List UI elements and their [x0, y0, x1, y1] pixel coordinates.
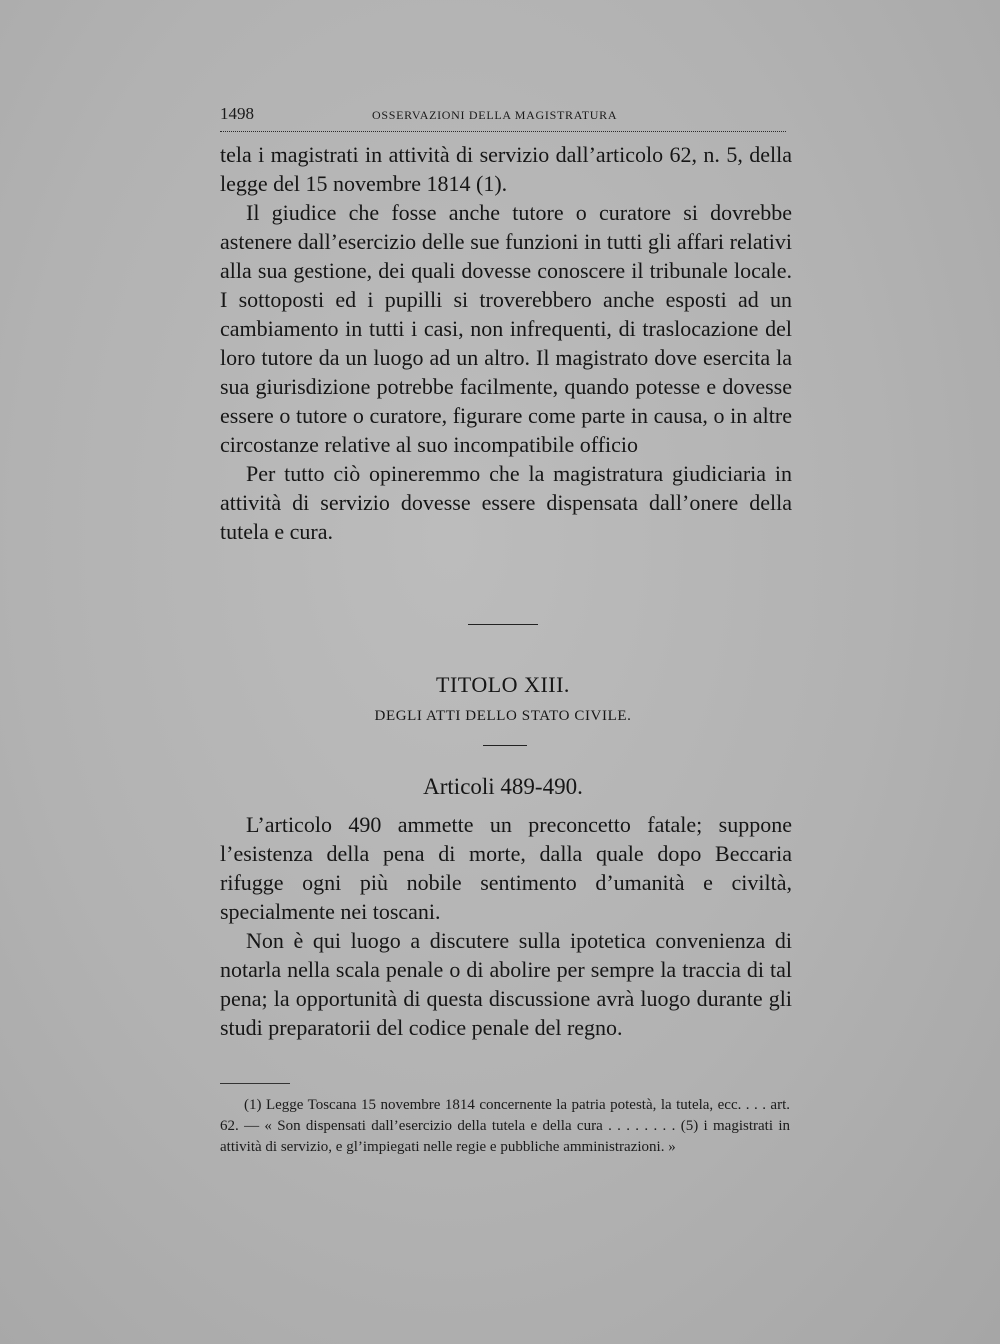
title-subheading: DEGLI ATTI DELLO STATO CIVILE. — [374, 708, 632, 724]
footnote-rule — [220, 1083, 290, 1084]
title-divider — [483, 745, 527, 746]
paragraph: L’articolo 490 ammette un preconcetto fatale; suppone l’esistenza della pena di morte, dalla quale dopo Beccaria rifugge ogni più nobile sentimento d’umanità e civiltà, specialmente nei toscani. — [220, 812, 792, 924]
paragraph: Non è qui luogo a discutere sulla ipotetica convenienza di notarla nella scala penale o di abolire per sempre la traccia di tal pena; la opportunità di questa discussione avrà luogo durante gli studi preparatorii del codice penale del regno. — [220, 928, 792, 1040]
section-body — [220, 140, 792, 546]
footnote — [220, 1095, 790, 1158]
title-heading: TITOLO XIII. — [436, 672, 570, 697]
section-divider — [468, 624, 538, 625]
page-number: 1498 — [220, 104, 254, 123]
page-header — [220, 104, 786, 130]
paragraph: tela i magistrati in attività di servizio dall’articolo 62, n. 5, della legge del 15 novembre 1814 (1). — [220, 142, 792, 196]
header-rule — [220, 131, 786, 132]
article-heading: Articoli 489-490. — [423, 774, 583, 799]
running-head: OSSERVAZIONI DELLA MAGISTRATURA — [372, 108, 618, 122]
footnote-text: (1) Legge Toscana 15 novembre 1814 concernente la patria potestà, la tutela, ecc. . . . art. 62. — « Son dispensati dall’esercizio della tutela e della cura . . . . . . . . (5) i magistrati in attività di servizio, e gl’impiegati nelle regie e pubbliche amministrazioni. » — [220, 1097, 790, 1155]
paragraph: Per tutto ciò opineremmo che la magistratura giudiciaria in attività di servizio dovesse essere dispensata dall’onere della tutela e cura. — [220, 461, 792, 544]
paragraph: Il giudice che fosse anche tutore o curatore si dovrebbe astenere dall’esercizio delle sue funzioni in tutti gli affari relativi alla sua gestione, dei quali dovesse conoscere il tribunale locale. I sottoposti ed i pupilli si troverebbero anche esposti ad un cambiamento in tutti i casi, non infrequenti, di traslocazione del loro tutore da un luogo ad un altro. Il magistrato dove esercita la sua giurisdizione potrebbe facilmente, quando potesse e dovesse essere o tutore o curatore, figurare come parte in causa, o in altre circostanze relative al suo incompatibile officio — [220, 200, 792, 457]
article-body — [220, 810, 792, 1042]
